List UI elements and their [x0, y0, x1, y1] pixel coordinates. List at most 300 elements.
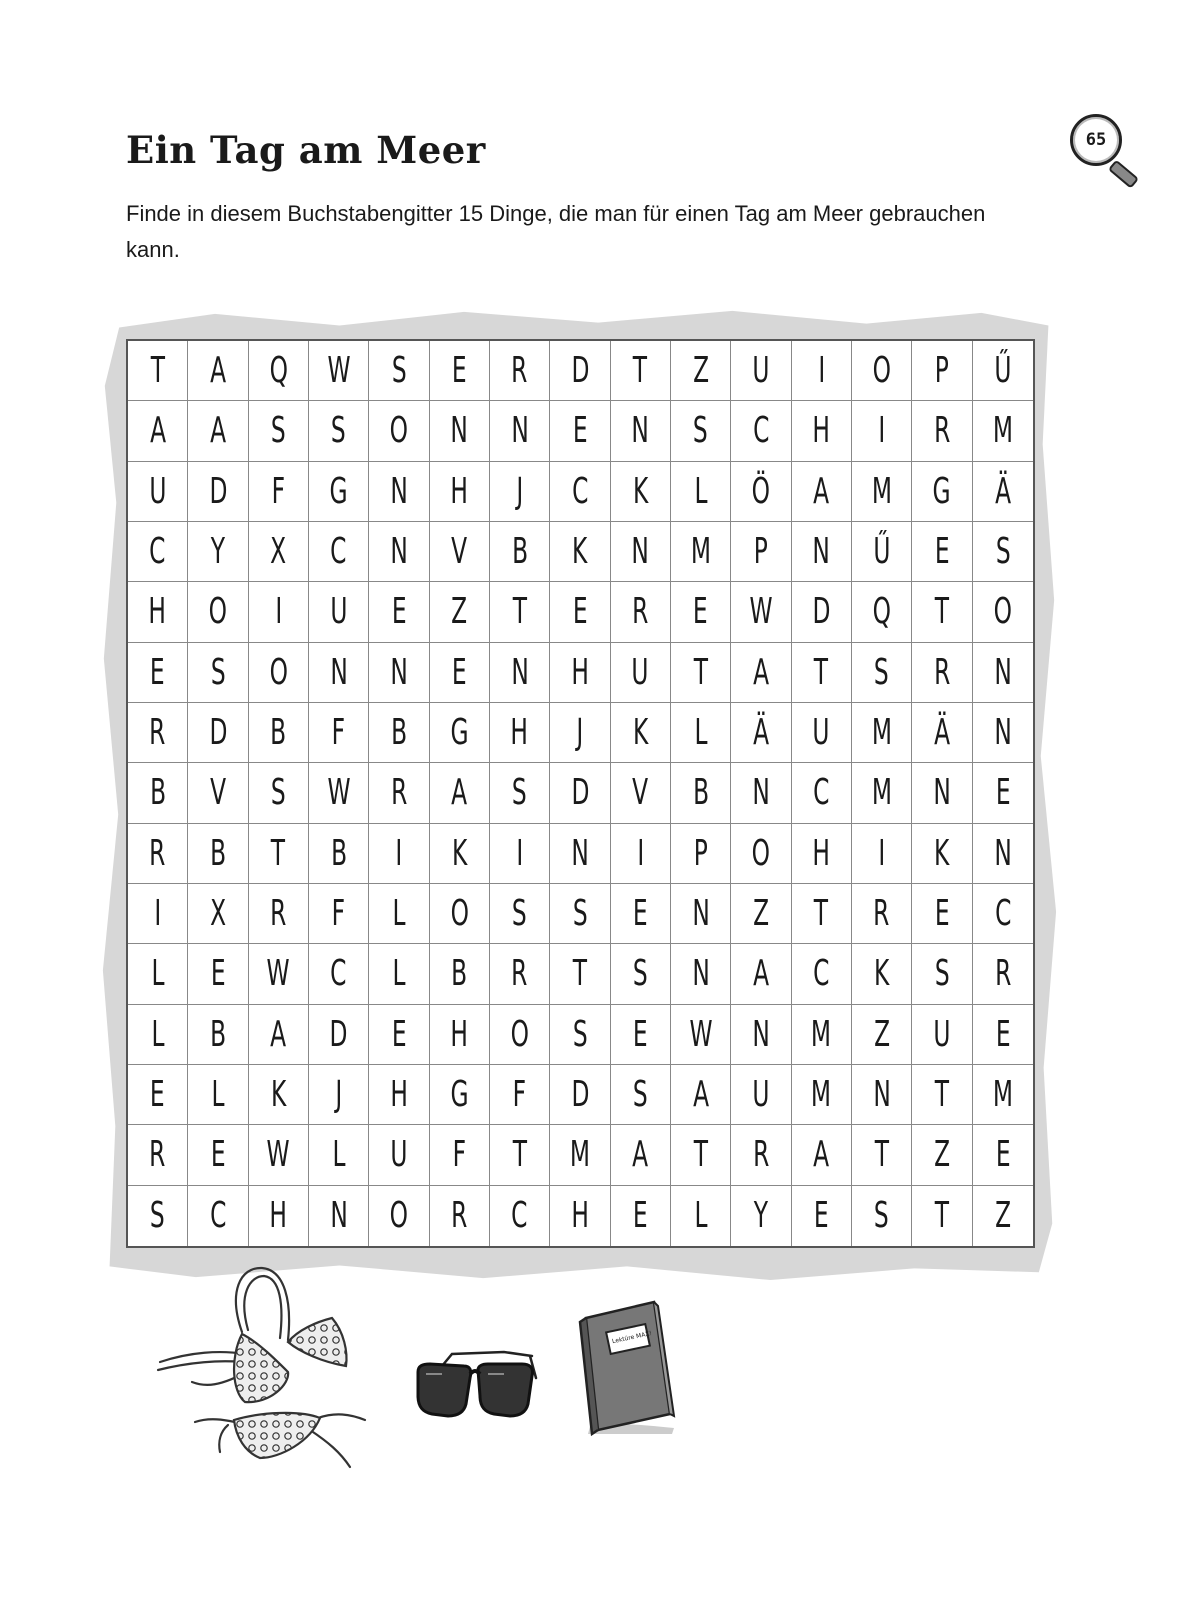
grid-letter: S: [572, 1013, 588, 1055]
grid-cell[interactable]: [611, 643, 671, 703]
grid-cell[interactable]: [369, 1005, 429, 1065]
grid-cell[interactable]: [792, 522, 852, 582]
grid-cell[interactable]: [309, 824, 369, 884]
grid-letter: L: [332, 1134, 346, 1176]
grid-letter: B: [511, 531, 528, 573]
grid-cell[interactable]: [731, 1005, 791, 1065]
grid-cell[interactable]: [249, 763, 309, 823]
grid-cell[interactable]: [912, 643, 972, 703]
grid-cell[interactable]: [852, 401, 912, 461]
grid-cell[interactable]: [731, 884, 791, 944]
grid-letter: J: [335, 1074, 343, 1116]
grid-cell[interactable]: [973, 1186, 1033, 1246]
grid-cell[interactable]: [792, 401, 852, 461]
grid-letter: A: [210, 350, 226, 392]
grid-letter: L: [392, 893, 406, 935]
grid-cell[interactable]: [188, 1005, 248, 1065]
grid-cell[interactable]: [309, 582, 369, 642]
grid-cell[interactable]: [430, 462, 490, 522]
grid-cell[interactable]: [430, 643, 490, 703]
grid-cell[interactable]: [430, 763, 490, 823]
grid-letter: E: [572, 410, 588, 452]
grid-cell[interactable]: [731, 763, 791, 823]
grid-cell[interactable]: [852, 643, 912, 703]
grid-letter: B: [270, 712, 287, 754]
grid-cell[interactable]: [188, 401, 248, 461]
grid-cell[interactable]: [973, 582, 1033, 642]
grid-letter: B: [209, 832, 226, 874]
grid-cell[interactable]: [550, 401, 610, 461]
grid-cell[interactable]: [550, 341, 610, 401]
grid-cell[interactable]: [973, 522, 1033, 582]
grid-cell[interactable]: [550, 703, 610, 763]
grid-cell[interactable]: [430, 341, 490, 401]
grid-letter: O: [751, 832, 771, 874]
grid-cell[interactable]: [128, 462, 188, 522]
grid-cell[interactable]: [731, 1125, 791, 1185]
grid-cell[interactable]: [852, 824, 912, 884]
grid-cell[interactable]: [490, 1125, 550, 1185]
grid-cell[interactable]: [249, 582, 309, 642]
grid-cell[interactable]: [792, 1125, 852, 1185]
grid-cell[interactable]: [550, 462, 610, 522]
grid-cell[interactable]: [188, 944, 248, 1004]
grid-cell[interactable]: [852, 582, 912, 642]
grid-cell[interactable]: [852, 522, 912, 582]
grid-cell[interactable]: [671, 643, 731, 703]
grid-cell[interactable]: [490, 884, 550, 944]
grid-cell[interactable]: [671, 1005, 731, 1065]
grid-cell[interactable]: [611, 763, 671, 823]
grid-cell[interactable]: [249, 1125, 309, 1185]
grid-letter: H: [812, 832, 831, 874]
grid-letter: T: [150, 350, 165, 392]
grid-letter: G: [932, 470, 952, 512]
grid-cell[interactable]: [249, 703, 309, 763]
grid-cell[interactable]: [671, 944, 731, 1004]
grid-letter: N: [390, 531, 408, 573]
grid-cell[interactable]: [671, 341, 731, 401]
grid-cell[interactable]: [188, 462, 248, 522]
grid-letter: Ä: [994, 470, 1011, 512]
grid-cell[interactable]: [309, 1186, 369, 1246]
grid-cell[interactable]: [731, 462, 791, 522]
grid-cell[interactable]: [369, 582, 429, 642]
grid-cell[interactable]: [550, 1065, 610, 1125]
grid-cell[interactable]: [852, 462, 912, 522]
grid-cell[interactable]: [249, 1186, 309, 1246]
grid-letter: K: [632, 470, 648, 512]
grid-letter: K: [572, 531, 588, 573]
grid-cell[interactable]: [430, 1186, 490, 1246]
grid-cell[interactable]: [671, 763, 731, 823]
grid-cell[interactable]: [490, 824, 550, 884]
grid-cell[interactable]: [792, 763, 852, 823]
grid-cell[interactable]: [309, 703, 369, 763]
grid-cell[interactable]: [611, 824, 671, 884]
grid-cell[interactable]: [912, 703, 972, 763]
grid-cell[interactable]: [912, 884, 972, 944]
grid-cell[interactable]: [490, 1065, 550, 1125]
grid-cell[interactable]: [490, 522, 550, 582]
grid-cell[interactable]: [611, 1186, 671, 1246]
grid-cell[interactable]: [249, 462, 309, 522]
grid-cell[interactable]: [912, 462, 972, 522]
grid-cell[interactable]: [369, 824, 429, 884]
grid-letter: T: [814, 893, 829, 935]
grid-cell[interactable]: [309, 462, 369, 522]
grid-cell[interactable]: [731, 582, 791, 642]
grid-cell[interactable]: [973, 462, 1033, 522]
grid-cell[interactable]: [671, 401, 731, 461]
grid-cell[interactable]: [671, 522, 731, 582]
grid-cell[interactable]: [430, 884, 490, 944]
grid-cell[interactable]: [188, 884, 248, 944]
grid-letter: J: [576, 712, 584, 754]
grid-letter: H: [571, 651, 589, 693]
grid-letter: M: [871, 470, 892, 512]
grid-letter: I: [878, 410, 886, 452]
grid-cell[interactable]: [973, 643, 1033, 703]
grid-letter: S: [632, 1074, 648, 1116]
grid-cell[interactable]: [671, 884, 731, 944]
grid-letter: N: [872, 1074, 891, 1116]
grid-cell[interactable]: [731, 522, 791, 582]
grid-cell[interactable]: [309, 763, 369, 823]
grid-cell[interactable]: [912, 1125, 972, 1185]
grid-cell[interactable]: [188, 763, 248, 823]
grid-cell[interactable]: [430, 703, 490, 763]
grid-cell[interactable]: [309, 1065, 369, 1125]
grid-cell[interactable]: [490, 763, 550, 823]
grid-cell[interactable]: [973, 763, 1033, 823]
grid-letter: M: [871, 772, 892, 814]
grid-cell[interactable]: [490, 1186, 550, 1246]
grid-cell[interactable]: [973, 944, 1033, 1004]
grid-cell[interactable]: [430, 824, 490, 884]
grid-cell[interactable]: [490, 341, 550, 401]
grid-cell[interactable]: [309, 884, 369, 944]
grid-cell[interactable]: [550, 1005, 610, 1065]
grid-letter: M: [811, 1013, 832, 1055]
grid-cell[interactable]: [309, 643, 369, 703]
grid-cell[interactable]: [249, 401, 309, 461]
grid-cell[interactable]: [490, 401, 550, 461]
grid-cell[interactable]: [249, 341, 309, 401]
grid-cell[interactable]: [188, 824, 248, 884]
grid-cell[interactable]: [973, 1125, 1033, 1185]
grid-cell[interactable]: [611, 462, 671, 522]
grid-cell[interactable]: [973, 1005, 1033, 1065]
grid-cell[interactable]: [731, 401, 791, 461]
grid-cell[interactable]: [671, 1065, 731, 1125]
grid-cell[interactable]: [128, 944, 188, 1004]
grid-cell[interactable]: [792, 703, 852, 763]
grid-letter: T: [633, 350, 648, 392]
grid-cell[interactable]: [611, 944, 671, 1004]
grid-cell[interactable]: [309, 1005, 369, 1065]
word-search-grid: [126, 339, 1035, 1248]
grid-cell[interactable]: [369, 401, 429, 461]
grid-cell[interactable]: [188, 1065, 248, 1125]
grid-cell[interactable]: [188, 522, 248, 582]
grid-cell[interactable]: [309, 401, 369, 461]
grid-cell[interactable]: [792, 643, 852, 703]
grid-cell[interactable]: [490, 582, 550, 642]
grid-cell[interactable]: [369, 462, 429, 522]
grid-letter: N: [994, 832, 1012, 874]
grid-letter: A: [753, 953, 769, 995]
grid-cell[interactable]: [973, 401, 1033, 461]
grid-cell[interactable]: [611, 1005, 671, 1065]
grid-letter: B: [390, 712, 407, 754]
grid-cell[interactable]: [731, 944, 791, 1004]
grid-cell[interactable]: [731, 341, 791, 401]
grid-cell[interactable]: [792, 462, 852, 522]
grid-cell[interactable]: [973, 341, 1033, 401]
grid-letter: K: [874, 953, 890, 995]
grid-cell[interactable]: [490, 1005, 550, 1065]
grid-cell[interactable]: [912, 824, 972, 884]
grid-letter: Z: [873, 1013, 890, 1055]
grid-cell[interactable]: [792, 1186, 852, 1246]
grid-cell[interactable]: [309, 1125, 369, 1185]
grid-letter: D: [329, 1013, 348, 1055]
grid-letter: E: [693, 591, 709, 633]
grid-cell[interactable]: [128, 643, 188, 703]
grid-letter: G: [450, 1074, 469, 1116]
grid-cell[interactable]: [912, 944, 972, 1004]
grid-cell[interactable]: [852, 1186, 912, 1246]
grid-letter: U: [149, 470, 167, 512]
grid-letter: U: [933, 1013, 951, 1055]
grid-cell[interactable]: [490, 703, 550, 763]
grid-letter: B: [209, 1013, 226, 1055]
grid-cell[interactable]: [973, 1065, 1033, 1125]
grid-cell[interactable]: [973, 884, 1033, 944]
grid-cell[interactable]: [912, 1005, 972, 1065]
grid-cell[interactable]: [852, 884, 912, 944]
grid-letter: T: [934, 1195, 950, 1237]
grid-cell[interactable]: [671, 824, 731, 884]
grid-letter: L: [151, 953, 165, 995]
grid-cell[interactable]: [671, 582, 731, 642]
grid-cell[interactable]: [912, 341, 972, 401]
grid-cell[interactable]: [792, 884, 852, 944]
grid-cell[interactable]: [369, 341, 429, 401]
grid-cell[interactable]: [550, 522, 610, 582]
grid-cell[interactable]: [490, 643, 550, 703]
grid-letter: G: [450, 712, 469, 754]
grid-letter: W: [266, 953, 290, 995]
grid-cell[interactable]: [128, 401, 188, 461]
grid-cell[interactable]: [611, 341, 671, 401]
grid-cell[interactable]: [852, 1065, 912, 1125]
grid-cell[interactable]: [128, 341, 188, 401]
grid-cell[interactable]: [490, 944, 550, 1004]
grid-letter: R: [933, 410, 951, 452]
grid-cell[interactable]: [671, 703, 731, 763]
grid-letter: E: [995, 1134, 1011, 1176]
grid-cell[interactable]: [792, 824, 852, 884]
grid-cell[interactable]: [550, 763, 610, 823]
grid-cell[interactable]: [550, 1186, 610, 1246]
grid-cell[interactable]: [973, 824, 1033, 884]
grid-letter: D: [812, 591, 831, 633]
grid-cell[interactable]: [128, 1186, 188, 1246]
grid-cell[interactable]: [550, 824, 610, 884]
grid-cell[interactable]: [912, 1065, 972, 1125]
grid-cell[interactable]: [188, 703, 248, 763]
grid-cell[interactable]: [852, 1125, 912, 1185]
grid-cell[interactable]: [852, 1005, 912, 1065]
grid-cell[interactable]: [369, 1125, 429, 1185]
grid-cell[interactable]: [249, 944, 309, 1004]
grid-cell[interactable]: [188, 1125, 248, 1185]
grid-cell[interactable]: [912, 763, 972, 823]
grid-cell[interactable]: [671, 462, 731, 522]
grid-cell[interactable]: [249, 884, 309, 944]
grid-cell[interactable]: [611, 703, 671, 763]
grid-cell[interactable]: [188, 582, 248, 642]
grid-cell[interactable]: [128, 763, 188, 823]
grid-cell[interactable]: [852, 341, 912, 401]
grid-cell[interactable]: [671, 1125, 731, 1185]
grid-cell[interactable]: [369, 522, 429, 582]
grid-letter: P: [934, 350, 950, 392]
grid-cell[interactable]: [249, 1065, 309, 1125]
grid-cell[interactable]: [369, 884, 429, 944]
grid-cell[interactable]: [671, 1186, 731, 1246]
grid-cell[interactable]: [611, 1125, 671, 1185]
grid-cell[interactable]: [611, 1065, 671, 1125]
grid-cell[interactable]: [249, 522, 309, 582]
grid-cell[interactable]: [792, 1065, 852, 1125]
grid-cell[interactable]: [430, 1125, 490, 1185]
grid-cell[interactable]: [792, 341, 852, 401]
grid-cell[interactable]: [249, 1005, 309, 1065]
grid-letter: O: [269, 651, 288, 693]
grid-cell[interactable]: [912, 401, 972, 461]
grid-cell[interactable]: [792, 944, 852, 1004]
grid-cell[interactable]: [973, 703, 1033, 763]
grid-cell[interactable]: [430, 944, 490, 1004]
grid-letter: S: [391, 350, 407, 392]
grid-cell[interactable]: [128, 824, 188, 884]
grid-letter: A: [149, 410, 166, 452]
grid-letter: R: [451, 1195, 468, 1237]
grid-cell[interactable]: [550, 1125, 610, 1185]
grid-cell[interactable]: [550, 884, 610, 944]
grid-cell[interactable]: [309, 522, 369, 582]
grid-cell[interactable]: [731, 703, 791, 763]
grid-letter: F: [452, 1134, 467, 1176]
grid-letter: L: [694, 1195, 708, 1237]
grid-letter: E: [995, 772, 1011, 814]
grid-cell[interactable]: [369, 643, 429, 703]
grid-cell[interactable]: [550, 944, 610, 1004]
grid-letter: Z: [752, 893, 769, 935]
grid-cell[interactable]: [188, 643, 248, 703]
grid-letter: R: [994, 953, 1011, 995]
grid-letter: F: [512, 1074, 527, 1116]
grid-cell[interactable]: [731, 1186, 791, 1246]
grid-cell[interactable]: [611, 401, 671, 461]
grid-cell[interactable]: [430, 1065, 490, 1125]
grid-cell[interactable]: [852, 763, 912, 823]
grid-cell[interactable]: [912, 1186, 972, 1246]
grid-letter: Q: [872, 591, 891, 633]
grid-cell[interactable]: [852, 703, 912, 763]
grid-cell[interactable]: [430, 582, 490, 642]
grid-letter: N: [631, 531, 650, 573]
grid-cell[interactable]: [852, 944, 912, 1004]
grid-cell[interactable]: [430, 401, 490, 461]
grid-letter: B: [149, 772, 166, 814]
grid-cell[interactable]: [309, 944, 369, 1004]
grid-cell[interactable]: [249, 824, 309, 884]
grid-cell[interactable]: [128, 1065, 188, 1125]
grid-cell[interactable]: [731, 824, 791, 884]
instructions: Finde in diesem Buchstabengitter 15 Dinge, die man für einen Tag am Meer gebrauchen kann.: [126, 201, 986, 262]
grid-cell[interactable]: [309, 341, 369, 401]
grid-letter: S: [995, 531, 1011, 573]
grid-cell[interactable]: [188, 1186, 248, 1246]
grid-cell[interactable]: [369, 1065, 429, 1125]
grid-cell[interactable]: [369, 1186, 429, 1246]
grid-cell[interactable]: [128, 703, 188, 763]
grid-cell[interactable]: [792, 582, 852, 642]
grid-cell[interactable]: [611, 582, 671, 642]
grid-cell[interactable]: [188, 341, 248, 401]
grid-letter: R: [149, 832, 166, 874]
grid-letter: J: [516, 470, 524, 512]
grid-cell[interactable]: [731, 643, 791, 703]
grid-cell[interactable]: [430, 522, 490, 582]
grid-letter: C: [813, 772, 830, 814]
grid-cell[interactable]: [430, 1005, 490, 1065]
grid-letter: Ű: [873, 531, 891, 573]
grid-letter: N: [933, 772, 951, 814]
grid-letter: I: [636, 832, 644, 874]
grid-cell[interactable]: [731, 1065, 791, 1125]
grid-letter: R: [752, 1134, 770, 1176]
grid-letter: F: [331, 893, 346, 935]
grid-cell[interactable]: [128, 522, 188, 582]
grid-letter: I: [878, 832, 886, 874]
grid-cell[interactable]: [550, 582, 610, 642]
grid-letter: H: [450, 470, 469, 512]
grid-cell[interactable]: [550, 643, 610, 703]
grid-letter: N: [510, 651, 529, 693]
grid-cell[interactable]: [792, 1005, 852, 1065]
grid-cell[interactable]: [249, 643, 309, 703]
grid-cell[interactable]: [611, 522, 671, 582]
grid-letter: R: [873, 893, 890, 935]
grid-cell[interactable]: [128, 884, 188, 944]
grid-cell[interactable]: [912, 582, 972, 642]
grid-letter: W: [749, 591, 773, 633]
grid-cell[interactable]: [611, 884, 671, 944]
grid-cell[interactable]: [369, 944, 429, 1004]
grid-cell[interactable]: [128, 1005, 188, 1065]
grid-cell[interactable]: [369, 763, 429, 823]
grid-cell[interactable]: [912, 522, 972, 582]
grid-cell[interactable]: [369, 703, 429, 763]
grid-cell[interactable]: [490, 462, 550, 522]
grid-cell[interactable]: [128, 582, 188, 642]
grid-cell[interactable]: [128, 1125, 188, 1185]
